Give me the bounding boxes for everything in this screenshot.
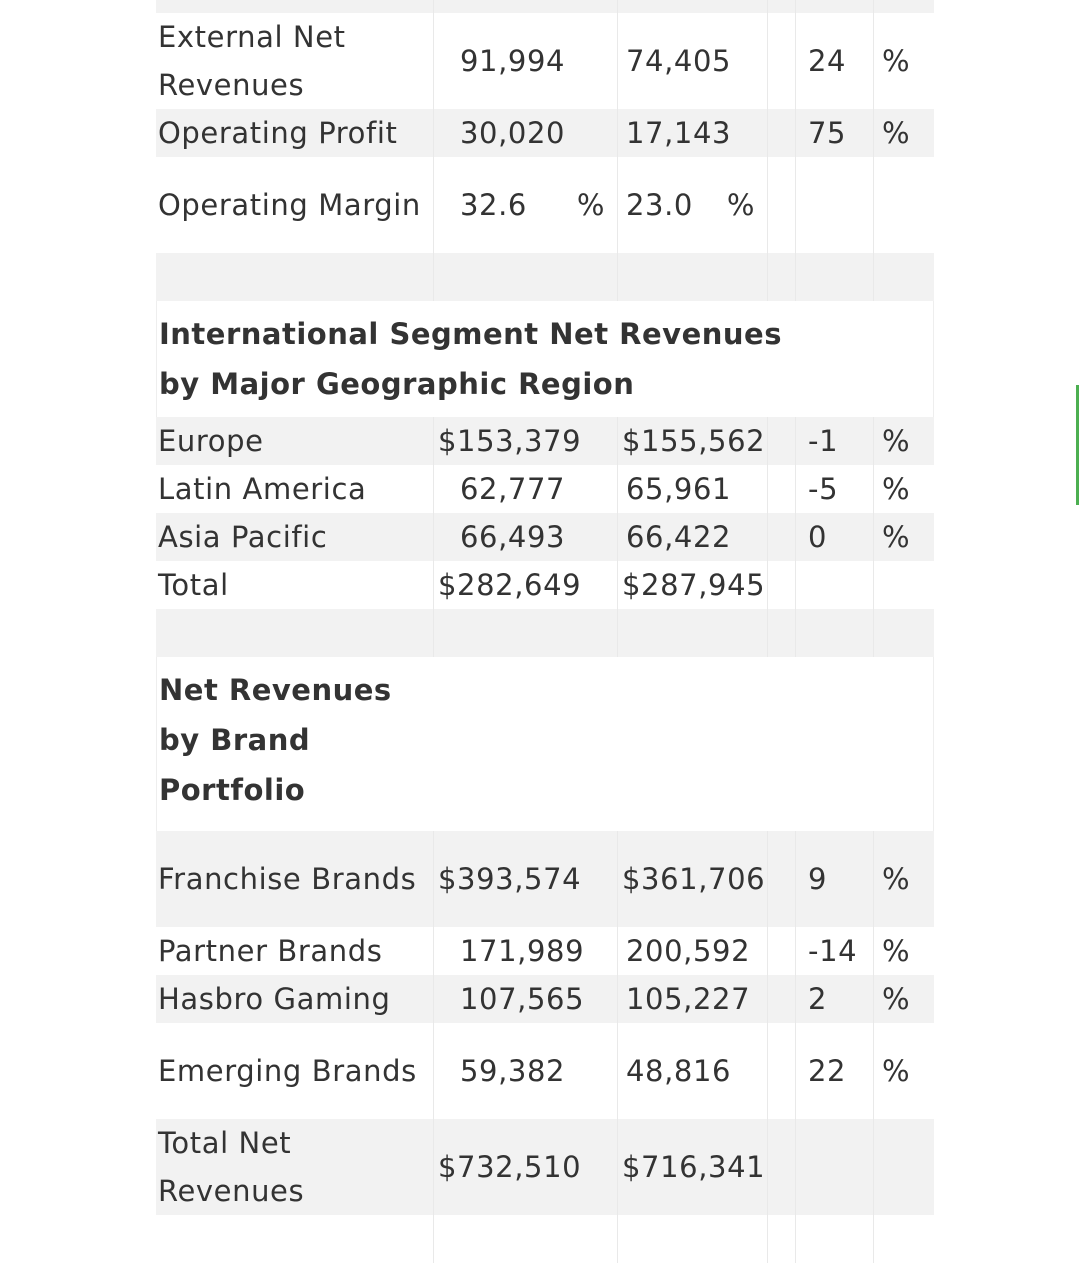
current-value: 30,020	[460, 116, 566, 150]
percent-sign: %	[882, 520, 911, 554]
row-label: Operating Margin	[156, 157, 434, 253]
percent-sign: %	[882, 424, 911, 458]
percent-sign: %	[882, 934, 911, 968]
row-label: Total	[156, 561, 434, 609]
percent-sign: %	[882, 116, 911, 150]
current-value: 66,493	[460, 520, 566, 554]
prior-value: $287,945	[622, 568, 766, 602]
table-row	[156, 0, 934, 13]
table-row	[156, 465, 934, 513]
row-label: Partner Brands	[156, 927, 434, 975]
row-label: Latin America	[156, 465, 434, 513]
change-value: 24	[808, 44, 847, 78]
percent-sign: %	[882, 1054, 911, 1088]
prior-value: $716,341	[622, 1150, 766, 1184]
table-row	[156, 561, 934, 609]
table-row	[156, 13, 934, 109]
row-label: Emerging Brands	[156, 1023, 434, 1119]
row-label: Franchise Brands	[156, 831, 434, 927]
prior-value: 105,227	[626, 982, 751, 1016]
table-row	[156, 1023, 934, 1119]
percent-sign: %	[882, 472, 911, 506]
prior-value: 200,592	[626, 934, 751, 968]
current-value: 107,565	[460, 982, 585, 1016]
row-label: Asia Pacific	[156, 513, 434, 561]
percent-sign: %	[726, 188, 755, 222]
percent-sign: %	[882, 862, 911, 896]
table-row	[156, 1119, 934, 1215]
current-value: $153,379	[438, 424, 582, 458]
prior-value: 65,961	[626, 472, 732, 506]
section-title-line: Net Revenues	[159, 673, 392, 707]
change-value: -1	[808, 424, 839, 458]
brand-section-title	[156, 657, 934, 831]
table-row	[156, 513, 934, 561]
table-row	[156, 157, 934, 253]
table-row	[156, 831, 934, 927]
current-value: $282,649	[438, 568, 582, 602]
table-row	[156, 1215, 934, 1263]
prior-value: 17,143	[626, 116, 732, 150]
change-value: 2	[808, 982, 828, 1016]
prior-value: 74,405	[626, 44, 732, 78]
current-value: $393,574	[438, 862, 582, 896]
row-label: Hasbro Gaming	[156, 975, 434, 1023]
change-value: 0	[808, 520, 828, 554]
current-value: 91,994	[460, 44, 566, 78]
table-row	[156, 417, 934, 465]
current-value: $732,510	[438, 1150, 582, 1184]
prior-value: 66,422	[626, 520, 732, 554]
row-label: Operating Profit	[156, 109, 434, 157]
change-value: 75	[808, 116, 847, 150]
prior-value: 23.0	[626, 188, 693, 222]
row-label: Total Net Revenues	[156, 1119, 434, 1215]
scrollbar-thumb[interactable]	[1076, 385, 1079, 505]
row-label: External Net Revenues	[156, 13, 434, 109]
spacer-row	[156, 609, 934, 657]
spacer-row	[156, 253, 934, 301]
percent-sign: %	[576, 188, 605, 222]
current-value: 32.6	[460, 188, 527, 222]
percent-sign: %	[882, 44, 911, 78]
percent-sign: %	[882, 982, 911, 1016]
financial-table	[156, 0, 934, 1263]
current-value: 171,989	[460, 934, 585, 968]
table-row	[156, 109, 934, 157]
row-label: Europe	[156, 417, 434, 465]
prior-value: $361,706	[622, 862, 766, 896]
section-title-text: International Segment Net Revenues by Major Geographic Region	[159, 317, 782, 401]
table-row	[156, 927, 934, 975]
international-section-title	[156, 301, 934, 417]
prior-value: $155,562	[622, 424, 766, 458]
current-value: 62,777	[460, 472, 566, 506]
table-row	[156, 975, 934, 1023]
current-value: 59,382	[460, 1054, 566, 1088]
change-value: -14	[808, 934, 858, 968]
change-value: -5	[808, 472, 839, 506]
section-title-line: Portfolio	[159, 773, 306, 807]
change-value: 22	[808, 1054, 847, 1088]
section-title-line: by Brand	[159, 723, 311, 757]
prior-value: 48,816	[626, 1054, 732, 1088]
change-value: 9	[808, 862, 828, 896]
